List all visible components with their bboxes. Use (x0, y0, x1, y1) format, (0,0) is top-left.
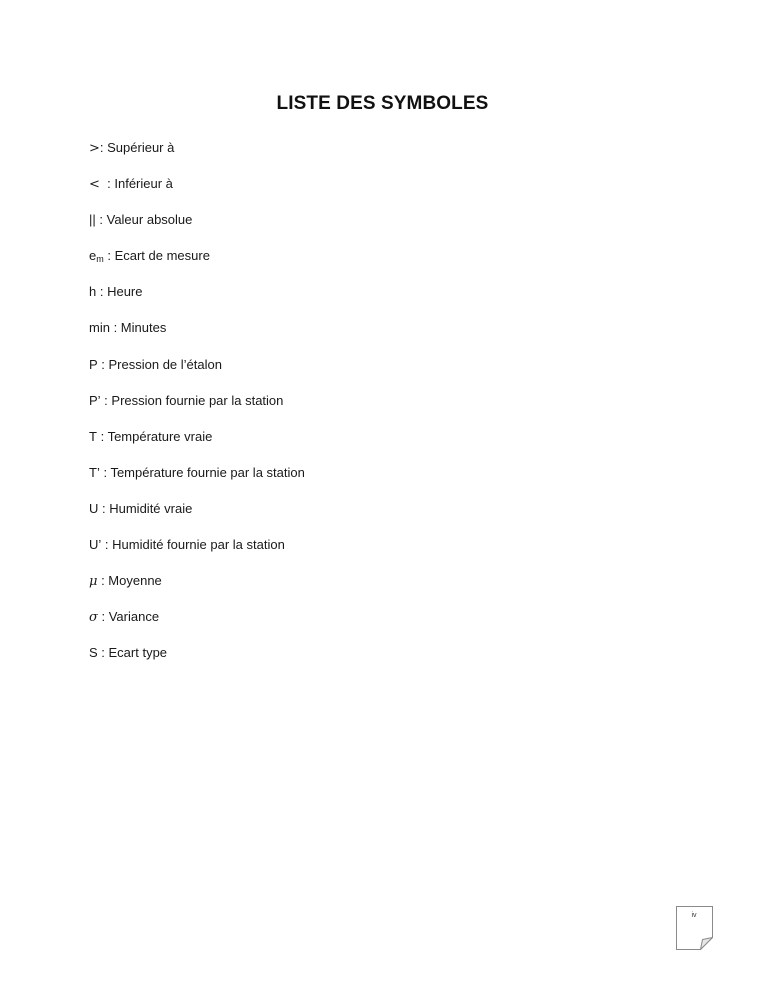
symbol-glyph: h (89, 284, 97, 300)
symbol-glyph: min (89, 320, 110, 336)
symbol-item (89, 139, 305, 175)
symbol-description: Minutes (120, 320, 167, 336)
symbol-description: Ecart type (108, 645, 168, 661)
page-number-badge (676, 906, 712, 949)
symbol-separator: : (99, 140, 108, 155)
symbol-separator: : (97, 609, 109, 625)
symbol-separator: : (109, 320, 121, 336)
symbol-item (89, 283, 305, 319)
symbol-description: Ecart de mesure (114, 248, 210, 264)
symbol-glyph: || (89, 212, 96, 228)
page-title: LISTE DES SYMBOLES (276, 93, 489, 114)
symbol-item (89, 247, 305, 283)
symbol-separator: : (96, 284, 108, 300)
symbol-list (89, 139, 305, 680)
symbol-glyph: e (89, 248, 97, 264)
symbol-description: Pression fournie par la station (111, 392, 284, 408)
symbol-item (89, 536, 305, 572)
symbol-separator: : (103, 248, 115, 264)
symbol-glyph: U’ (89, 537, 102, 553)
symbol-item (89, 175, 305, 211)
symbol-separator: : (95, 212, 107, 228)
symbol-subscript: m (96, 254, 104, 265)
page-number: iv (691, 912, 697, 919)
symbol-description: Supérieur à (107, 140, 175, 155)
symbol-description: Pression de l’étalon (108, 356, 222, 372)
symbol-description: Humidité fournie par la station (112, 537, 285, 553)
symbol-glyph: σ (89, 610, 98, 626)
symbol-description: Inférieur à (114, 176, 173, 192)
symbol-item (89, 464, 305, 500)
symbol-separator: : (96, 428, 108, 444)
symbol-item (89, 644, 305, 680)
symbol-item (89, 500, 305, 536)
symbol-glyph: S (89, 645, 98, 661)
symbol-glyph: T’ (89, 464, 100, 480)
symbol-item (89, 319, 305, 355)
symbol-glyph: μ (89, 574, 98, 590)
symbol-glyph: U (89, 500, 99, 516)
symbol-item (89, 211, 305, 247)
symbol-separator: : (97, 573, 109, 589)
symbol-glyph: P’ (89, 392, 101, 408)
symbol-separator: : (101, 537, 113, 553)
symbol-description: Heure (107, 284, 143, 300)
symbol-item (89, 428, 305, 464)
symbol-description: Humidité vraie (109, 500, 193, 516)
symbol-item (89, 608, 305, 644)
symbol-glyph: > (89, 141, 100, 156)
symbol-separator: : (99, 464, 111, 480)
symbol-item (89, 356, 305, 392)
symbol-glyph: < (89, 177, 100, 193)
symbol-separator: : (97, 645, 109, 661)
symbol-separator: : (98, 500, 110, 516)
symbol-description: Moyenne (108, 573, 162, 589)
symbol-separator: : (100, 392, 112, 408)
symbol-glyph: P (89, 356, 98, 372)
symbol-glyph: T (89, 428, 97, 444)
symbol-separator: : (97, 356, 109, 372)
symbol-description: Variance (108, 609, 160, 625)
symbol-description: Température vraie (107, 428, 213, 444)
symbol-separator: : (99, 176, 115, 192)
symbol-item (89, 392, 305, 428)
symbol-description: Température fournie par la station (110, 464, 305, 480)
symbol-description: Valeur absolue (106, 212, 193, 228)
symbol-item (89, 572, 305, 608)
